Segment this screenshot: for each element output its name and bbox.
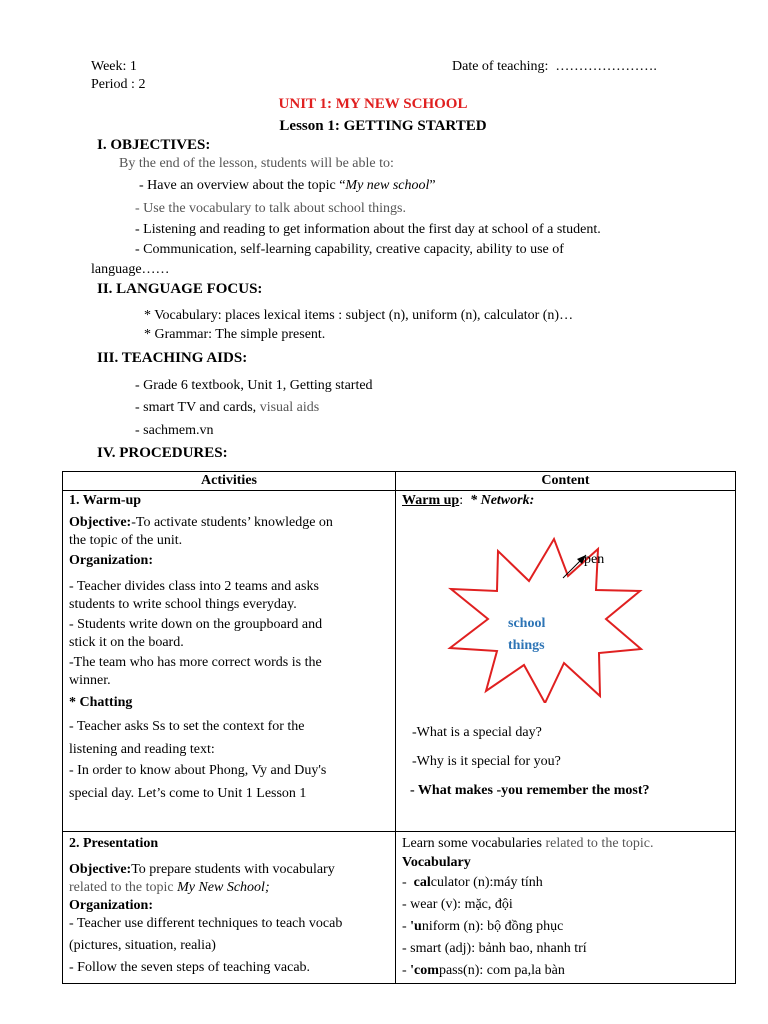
chat-step-2b: special day. Let’s come to Unit 1 Lesson 1: [69, 786, 307, 801]
presentation-activities-cell: [63, 832, 396, 984]
starburst-shape: [450, 539, 641, 703]
table-row: [63, 832, 736, 984]
vocab-item-4: - smart (adj): bảnh bao, nhanh trí: [402, 941, 587, 956]
objective-item-4: - Communication, self-learning capability, creative capacity, ability to use of: [135, 242, 564, 257]
warmup-step-1: - Teacher divides class into 2 teams and asks: [69, 579, 319, 594]
network-center-line-2: things: [508, 638, 545, 653]
date-dots: ………………….: [555, 59, 657, 74]
warmup-activities-cell: [63, 491, 396, 832]
warmup-content-cell: [396, 491, 736, 832]
vocabulary-heading: Vocabulary: [402, 855, 471, 870]
vocab-item-5: - 'compass(n): com pa,la bàn: [402, 963, 565, 978]
objectives-intro: By the end of the lesson, students will be able to:: [119, 156, 394, 171]
objective-item-3: - Listening and reading to get information about the first day at school of a student.: [135, 222, 601, 237]
warmup-organization-label: Organization:: [69, 553, 153, 568]
vocab-item-1: - calculator (n):máy tính: [402, 875, 543, 890]
presentation-objective: Objective:To prepare students with vocabulary: [69, 862, 335, 877]
warmup-step-3: -The team who has more correct words is the: [69, 655, 322, 670]
language-focus-heading: II. LANGUAGE FOCUS:: [97, 281, 263, 297]
network-center-line-1: school: [508, 616, 546, 631]
warmup-step-2b: stick it on the board.: [69, 635, 184, 650]
presentation-step-1b: (pictures, situation, realia): [69, 938, 216, 953]
week-label: Week: 1: [91, 59, 137, 74]
grammar-focus: * Grammar: The simple present.: [144, 327, 326, 342]
warmup-step-1b: students to write school things everyday.: [69, 597, 297, 612]
period-label: Period : 2: [91, 77, 146, 92]
presentation-step-1: - Teacher use different techniques to teach vocab: [69, 916, 343, 931]
date-label: Date of teaching:: [452, 59, 549, 74]
presentation-content-cell: [396, 832, 736, 984]
date-of-teaching: [452, 58, 657, 76]
question-3: - What makes -you remember the most?: [410, 783, 650, 798]
table-row: [63, 491, 736, 832]
question-1: -What is a special day?: [412, 725, 542, 740]
presentation-organization-label: Organization:: [69, 898, 153, 913]
warmup-objective-cont: the topic of the unit.: [69, 533, 183, 548]
vocab-item-2: - wear (v): mặc, đội: [402, 897, 513, 912]
warmup-title: 1. Warm-up: [69, 493, 142, 508]
objective-item-1: - Have an overview about the topic “My new school”: [139, 178, 436, 193]
teaching-aid-1: - Grade 6 textbook, Unit 1, Getting started: [135, 378, 373, 393]
objective-item-2: - Use the vocabulary to talk about school things.: [135, 201, 406, 216]
col-activities-header: Activities: [63, 472, 396, 491]
col-content-header: Content: [396, 472, 736, 491]
vocabulary-focus: * Vocabulary: places lexical items : subject (n), uniform (n), calculator (n)…: [144, 308, 574, 323]
presentation-step-2: - Follow the seven steps of teaching vacab.: [69, 960, 311, 975]
procedures-heading: IV. PROCEDURES:: [97, 445, 228, 461]
chatting-label: * Chatting: [69, 695, 133, 710]
lesson-title: Lesson 1: GETTING STARTED: [279, 118, 487, 134]
teaching-aid-3: - sachmem.vn: [135, 423, 214, 438]
network-star-diagram: [446, 533, 646, 703]
presentation-objective-cont: related to the topic My New School;: [69, 880, 270, 895]
presentation-title: 2. Presentation: [69, 836, 159, 851]
warmup-step-3b: winner.: [69, 673, 111, 688]
unit-title: UNIT 1: MY NEW SCHOOL: [278, 96, 468, 112]
network-word-pen: pen: [584, 552, 605, 567]
teaching-aid-2: - smart TV and cards, visual aids: [135, 400, 320, 415]
warmup-objective: Objective:-To activate students’ knowledge on: [69, 515, 333, 530]
chat-step-2: - In order to know about Phong, Vy and Duy's: [69, 763, 327, 778]
teaching-aids-heading: III. TEACHING AIDS:: [97, 350, 248, 366]
objectives-heading: I. OBJECTIVES:: [97, 137, 211, 153]
warmup-step-2: - Students write down on the groupboard and: [69, 617, 323, 632]
procedures-table: [62, 471, 736, 984]
objective-item-4-cont: language……: [91, 262, 170, 277]
table-header-row: [63, 472, 736, 491]
vocab-item-3: - 'uniform (n): bộ đồng phục: [402, 919, 564, 934]
vocab-intro: Learn some vocabularies related to the topic.: [402, 836, 654, 851]
chat-step-1: - Teacher asks Ss to set the context for the: [69, 719, 305, 734]
question-2: -Why is it special for you?: [412, 754, 561, 769]
warmup-content-heading: Warm up: * Network:: [402, 493, 535, 508]
chat-step-1b: listening and reading text:: [69, 742, 215, 757]
